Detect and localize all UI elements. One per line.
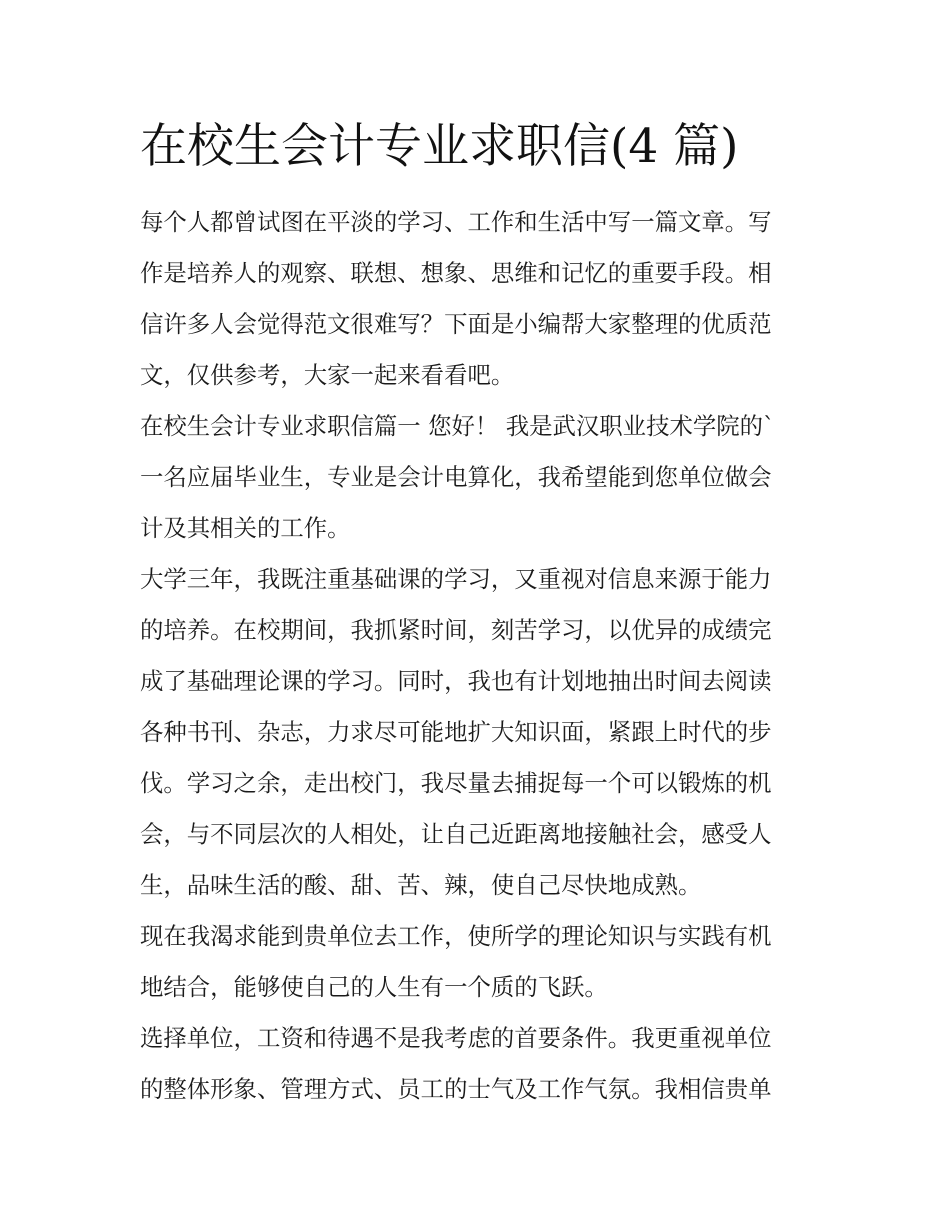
body-line: 现在我渴求能到贵单位去工作，使所学的理论知识与实践有机 [140,922,772,950]
body-line: 信许多人会觉得范文很难写？下面是小编帮大家整理的优质范 [140,310,772,338]
body-line: 地结合，能够使自己的人生有一个质的飞跃。 [140,973,608,1001]
document-title: 在校生会计专业求职信(4 篇) [140,119,739,174]
body-line: 作是培养人的观察、联想、想象、思维和记忆的重要手段。相 [140,259,772,287]
body-line: 各种书刊、杂志，力求尽可能地扩大知识面，紧跟上时代的步 [140,718,772,746]
body-line: 会，与不同层次的人相处，让自己近距离地接触社会，感受人 [140,820,772,848]
body-line: 伐。学习之余，走出校门，我尽量去捕捉每一个可以锻炼的机 [140,769,772,797]
body-line: 大学三年，我既注重基础课的学习，又重视对信息来源于能力 [140,565,772,593]
body-line: 的培养。在校期间，我抓紧时间，刻苦学习，以优异的成绩完 [140,616,772,644]
body-line: 成了基础理论课的学习。同时，我也有计划地抽出时间去阅读 [140,667,772,695]
body-line: 计及其相关的工作。 [140,514,351,542]
body-line: 在校生会计专业求职信篇一 您好！ 我是武汉职业技术学院的` [140,412,775,440]
body-line: 一名应届毕业生，专业是会计电算化，我希望能到您单位做会 [140,463,772,491]
body-line: 选择单位，工资和待遇不是我考虑的首要条件。我更重视单位 [140,1024,772,1052]
document-body [140,197,812,1115]
body-line: 每个人都曾试图在平淡的学习、工作和生活中写一篇文章。写 [140,208,772,236]
body-line: 生，品味生活的酸、甜、苦、辣，使自己尽快地成熟。 [140,871,702,899]
body-line: 的整体形象、管理方式、员工的士气及工作气氛。我相信贵单 [140,1075,772,1103]
body-line: 文，仅供参考，大家一起来看看吧。 [140,361,515,389]
